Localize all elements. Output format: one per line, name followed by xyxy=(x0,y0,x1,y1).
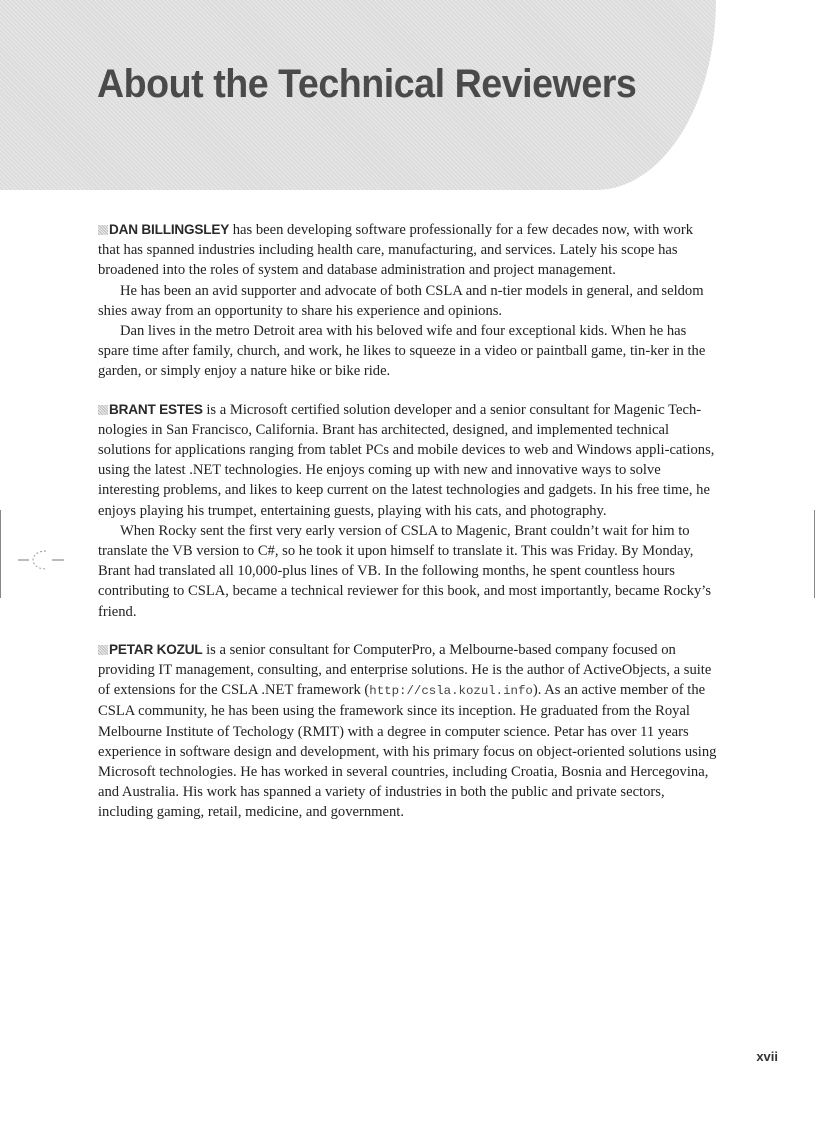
bio-paragraph xyxy=(98,640,718,823)
bio-text: has been developing software professionally for a few decades now, with work that has spanned industries including health care, manufacturing, and services. Lately his scope has broadened into the roles of system and database administration and project management. xyxy=(98,222,693,279)
bio-paragraph: Dan lives in the metro Detroit area with his beloved wife and four exceptional kids. When he has spare time after family, church, and work, he likes to squeeze in a video or paintball game, tin-ker in the garden, or simply enjoy a nature hike or bike ride. xyxy=(98,323,706,380)
bullet-icon xyxy=(98,405,108,415)
margin-rule-left xyxy=(0,510,1,598)
bio-text: is a Microsoft certified solution developer and a senior consultant for Magenic Tech-nologies in San Francisco, California. Brant has architected, designed, and implemented technical solutions for applications ranging from tablet PCs and mobile devices to web and Windows appli-cations, using the latest .NET technologies. He enjoys coming up with new and innovative ways to solve interesting problems, and likes to keep current on the latest technologies and gadgets. In his free time, he enjoys playing his trumpet, entertaining guests, playing with his cats, and photography. xyxy=(98,401,715,519)
bio-paragraph: He has been an avid supporter and advocate of both CSLA and n-tier models in general, and seldom shies away from an opportunity to share his experience and opinions. xyxy=(98,282,704,319)
reviewer-name: PETAR KOZUL xyxy=(109,641,203,657)
reviewer-bio-dan-billingsley xyxy=(98,220,718,382)
chapter-header-band xyxy=(0,0,716,190)
reviewer-bio-petar-kozul xyxy=(98,640,718,823)
margin-rule-right xyxy=(814,510,815,598)
bullet-icon xyxy=(98,645,108,655)
bio-paragraph xyxy=(98,400,718,521)
crop-mark-icon xyxy=(18,548,64,572)
bio-text: is a senior consultant for ComputerPro, a Melbourne-based company focused on providing IT management, consulting, and enterprise solutions. He is the author of ActiveObjects, a suite of extensions for the CSLA .NET framework ( xyxy=(98,641,712,699)
page-title: About the Technical Reviewers xyxy=(97,62,637,106)
reviewer-name: DAN BILLINGSLEY xyxy=(109,222,230,237)
bio-paragraph xyxy=(98,220,718,281)
bio-text: ). As an active member of the CSLA community, he has been using the framework since its inception. He graduated from the Royal Melbourne Institute of Techology (RMIT) with a degree in computer science. Petar has over 11 years experience in software design and development, with his primary focus on object-oriented solutions using Microsoft technologies. He has worked in several countries, including Croatia, Bosnia and Hercegovina, and Australia. His work has spanned a variety of industries in both the public and private sectors, including gaming, retail, medicine, and government. xyxy=(98,682,717,821)
reviewers-content xyxy=(98,220,718,841)
reviewer-name: BRANT ESTES xyxy=(109,401,203,417)
framework-url-link[interactable]: http://csla.kozul.info xyxy=(369,684,533,699)
page-number: xvii xyxy=(756,1049,778,1064)
reviewer-bio-brant-estes xyxy=(98,400,718,622)
bio-paragraph: When Rocky sent the first very early version of CSLA to Magenic, Brant couldn’t wait for him to translate the VB version to C#, so he took it upon himself to translate it. This was Friday. By Monday, Brant had translated all 10,000-plus lines of VB. In the following months, he spent countless hours contributing to CSLA, became a technical reviewer for this book, and most importantly, became Rocky’s friend. xyxy=(98,522,712,620)
bullet-icon xyxy=(98,225,108,235)
